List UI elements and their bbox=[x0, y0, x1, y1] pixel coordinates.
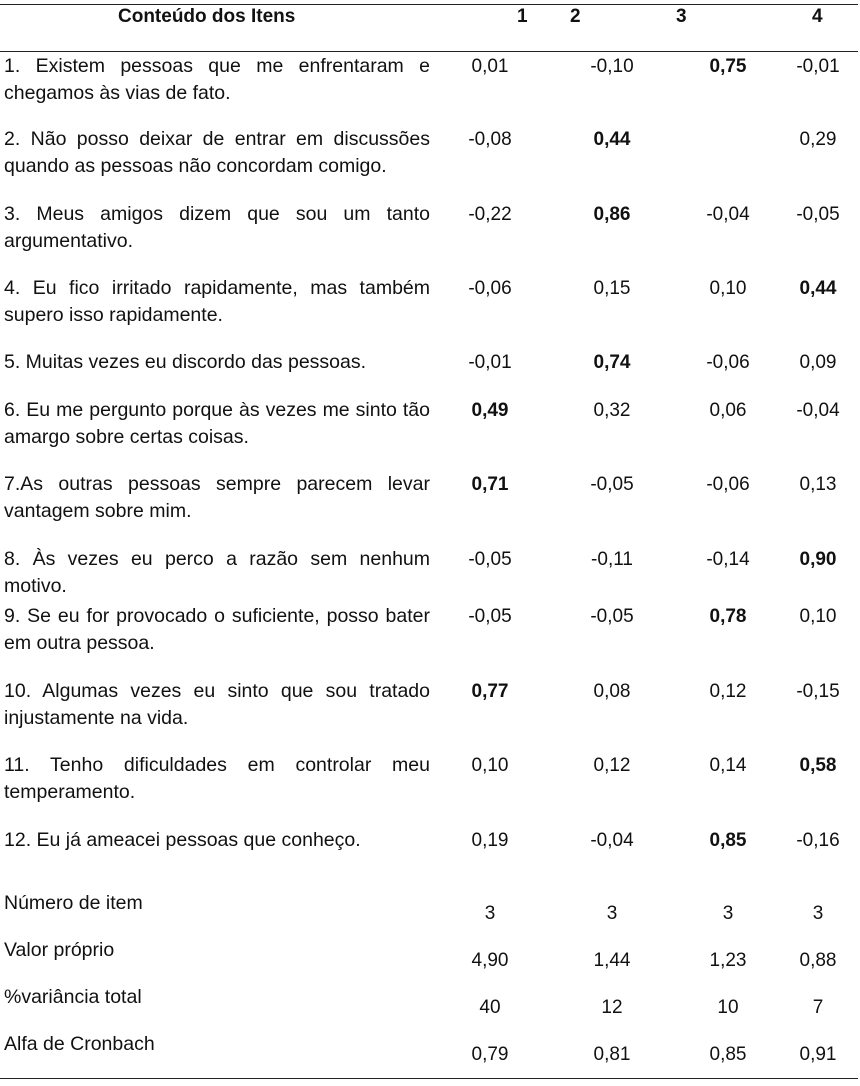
loading-cell-factor-3: -0,06 bbox=[706, 474, 750, 495]
item-text: 7.As outras pessoas sempre parecem levar vantagem sobre mim. bbox=[4, 473, 430, 522]
summary-cell-factor-4: 7 bbox=[812, 997, 824, 1018]
summary-cell-factor-2: 0,81 bbox=[593, 1044, 631, 1065]
loading-cell-factor-2: 0,32 bbox=[593, 400, 631, 421]
loading-cell-factor-4: 0,29 bbox=[799, 129, 837, 150]
loading-cell-factor-4: -0,16 bbox=[796, 830, 840, 851]
loading-cell-factor-1: -0,08 bbox=[468, 129, 512, 150]
summary-cell-factor-3: 3 bbox=[722, 903, 734, 924]
loading-cell-factor-3: -0,04 bbox=[706, 204, 750, 225]
summary-label: Alfa de Cronbach bbox=[4, 1033, 155, 1055]
loading-cell-factor-4: -0,15 bbox=[796, 681, 840, 702]
header-content: Conteúdo dos Itens bbox=[118, 6, 296, 27]
loading-cell-factor-2: 0,74 bbox=[593, 352, 631, 373]
loading-cell-factor-3: 0,85 bbox=[709, 830, 747, 851]
loading-cell-factor-2: -0,10 bbox=[590, 56, 634, 77]
loading-cell-factor-4: -0,04 bbox=[796, 400, 840, 421]
header-factor-1: 1 bbox=[517, 6, 528, 27]
header-factor-3: 3 bbox=[676, 6, 687, 27]
loading-cell-factor-1: -0,05 bbox=[468, 606, 512, 627]
loading-cell-factor-1: 0,10 bbox=[471, 755, 509, 776]
summary-cell-factor-3: 1,23 bbox=[709, 950, 747, 971]
loading-cell-factor-4: 0,58 bbox=[799, 755, 837, 776]
header-factor-4: 4 bbox=[812, 6, 823, 27]
loading-cell-factor-3: 0,06 bbox=[709, 400, 747, 421]
summary-label: Valor próprio bbox=[4, 939, 115, 961]
loading-cell-factor-1: 0,49 bbox=[471, 400, 509, 421]
summary-cell-factor-1: 40 bbox=[479, 997, 501, 1018]
loading-cell-factor-4: 0,90 bbox=[799, 549, 837, 570]
header-rule bbox=[0, 51, 858, 52]
summary-cell-factor-3: 0,85 bbox=[709, 1044, 747, 1065]
header-factor-2: 2 bbox=[570, 6, 581, 27]
summary-cell-factor-4: 3 bbox=[812, 903, 824, 924]
loading-cell-factor-2: 0,15 bbox=[593, 278, 631, 299]
loading-cell-factor-2: 0,08 bbox=[593, 681, 631, 702]
item-text: 8. Às vezes eu perco a razão sem nenhum motivo. bbox=[4, 548, 430, 597]
loading-cell-factor-3: -0,14 bbox=[706, 549, 750, 570]
loading-cell-factor-2: -0,04 bbox=[590, 830, 634, 851]
loading-cell-factor-4: -0,01 bbox=[796, 56, 840, 77]
loading-cell-factor-1: -0,05 bbox=[468, 549, 512, 570]
top-rule bbox=[0, 4, 858, 5]
loading-cell-factor-3: -0,06 bbox=[706, 352, 750, 373]
loading-cell-factor-4: 0,10 bbox=[799, 606, 837, 627]
item-text: 3. Meus amigos dizem que sou um tanto argumentativo. bbox=[4, 203, 430, 252]
loading-cell-factor-2: 0,86 bbox=[593, 204, 631, 225]
loading-cell-factor-2: 0,44 bbox=[593, 129, 631, 150]
loading-cell-factor-2: -0,05 bbox=[590, 474, 634, 495]
item-text: 6. Eu me pergunto porque às vezes me sinto tão amargo sobre certas coisas. bbox=[4, 399, 430, 448]
loading-cell-factor-3: 0,78 bbox=[709, 606, 747, 627]
loading-cell-factor-1: -0,06 bbox=[468, 278, 512, 299]
summary-cell-factor-2: 3 bbox=[606, 903, 618, 924]
loading-cell-factor-1: -0,01 bbox=[468, 352, 512, 373]
loading-cell-factor-4: 0,44 bbox=[799, 278, 837, 299]
loading-cell-factor-1: 0,71 bbox=[471, 474, 509, 495]
loading-cell-factor-3: 0,12 bbox=[709, 681, 747, 702]
loading-cell-factor-4: 0,13 bbox=[799, 474, 837, 495]
loading-cell-factor-1: 0,77 bbox=[471, 681, 509, 702]
loading-cell-factor-4: -0,05 bbox=[796, 204, 840, 225]
summary-label: %variância total bbox=[4, 986, 142, 1008]
item-text: 2. Não posso deixar de entrar em discussões quando as pessoas não concordam comigo. bbox=[4, 128, 430, 177]
summary-cell-factor-1: 0,79 bbox=[471, 1044, 509, 1065]
loading-cell-factor-3: 0,75 bbox=[709, 56, 747, 77]
summary-cell-factor-2: 12 bbox=[601, 997, 623, 1018]
summary-cell-factor-4: 0,88 bbox=[799, 950, 837, 971]
loading-cell-factor-1: -0,22 bbox=[468, 204, 512, 225]
item-text: 5. Muitas vezes eu discordo das pessoas. bbox=[4, 351, 367, 373]
loading-cell-factor-2: 0,12 bbox=[593, 755, 631, 776]
bottom-rule bbox=[0, 1078, 858, 1079]
item-text: 12. Eu já ameacei pessoas que conheço. bbox=[4, 829, 361, 851]
loading-cell-factor-3: 0,10 bbox=[709, 278, 747, 299]
item-text: 4. Eu fico irritado rapidamente, mas também supero isso rapidamente. bbox=[4, 277, 430, 326]
loading-cell-factor-1: 0,01 bbox=[471, 56, 509, 77]
summary-cell-factor-3: 10 bbox=[717, 997, 739, 1018]
loading-cell-factor-3: 0,14 bbox=[709, 755, 747, 776]
item-text: 1. Existem pessoas que me enfrentaram e chegamos às vias de fato. bbox=[4, 55, 430, 104]
loading-cell-factor-1: 0,19 bbox=[471, 830, 509, 851]
loading-cell-factor-4: 0,09 bbox=[799, 352, 837, 373]
item-text: 11. Tenho dificuldades em controlar meu temperamento. bbox=[4, 754, 430, 803]
loading-cell-factor-2: -0,05 bbox=[590, 606, 634, 627]
summary-cell-factor-1: 4,90 bbox=[471, 950, 509, 971]
summary-cell-factor-2: 1,44 bbox=[593, 950, 631, 971]
item-text: 9. Se eu for provocado o suficiente, posso bater em outra pessoa. bbox=[4, 605, 430, 654]
summary-cell-factor-4: 0,91 bbox=[799, 1044, 837, 1065]
item-text: 10. Algumas vezes eu sinto que sou tratado injustamente na vida. bbox=[4, 680, 430, 729]
summary-cell-factor-1: 3 bbox=[484, 903, 496, 924]
loading-cell-factor-2: -0,11 bbox=[591, 549, 633, 570]
summary-label: Número de item bbox=[4, 892, 143, 914]
